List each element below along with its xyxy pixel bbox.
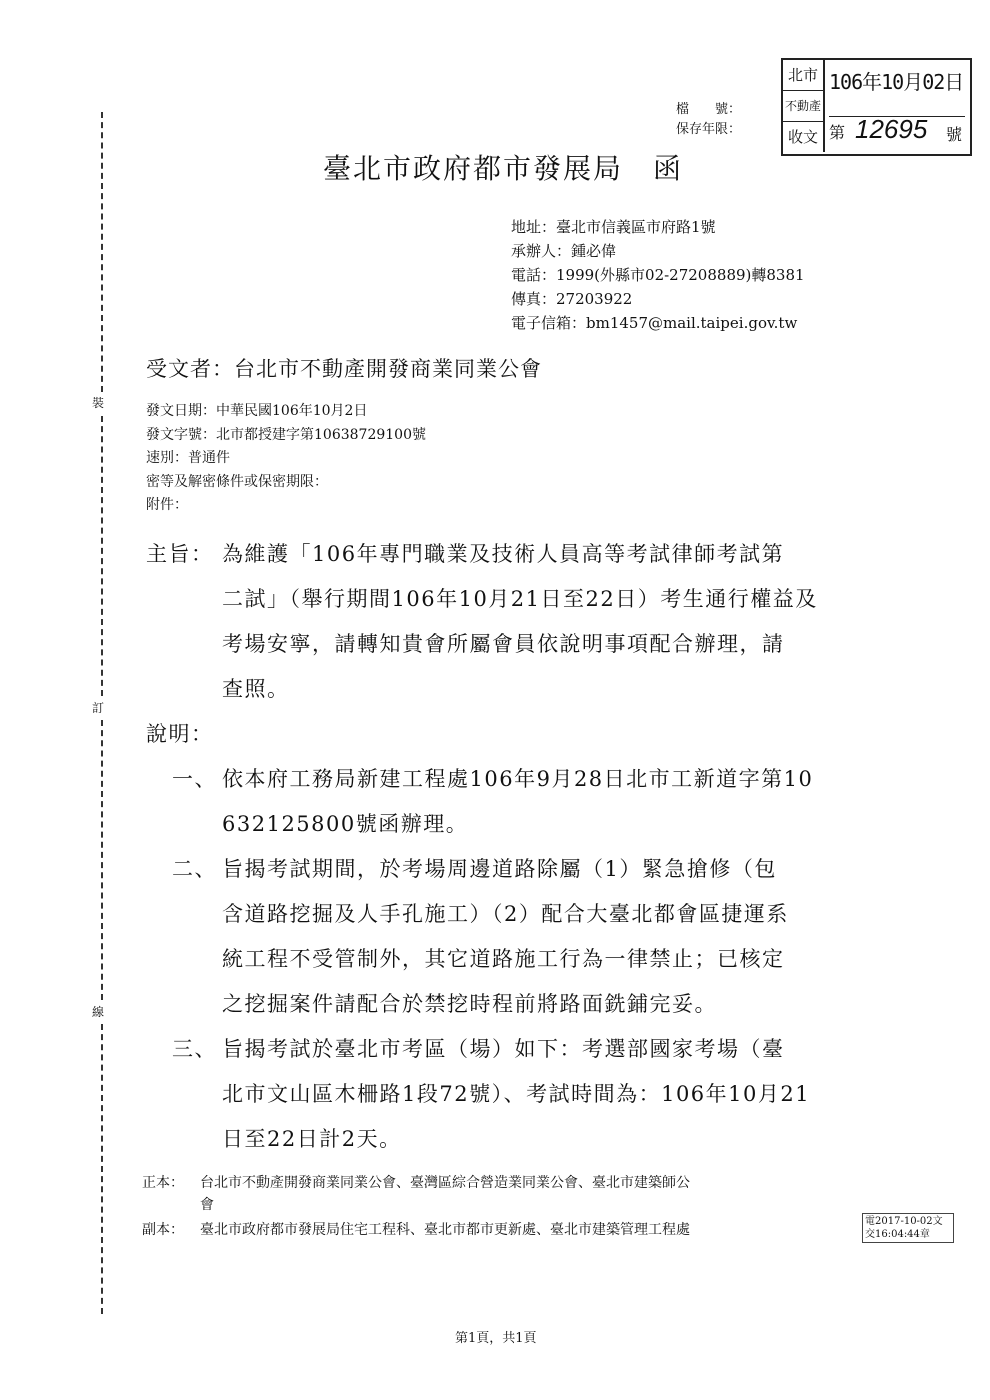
secondary-copy-label: 副本： [142,1222,184,1238]
subject-label: 主旨： [146,542,214,566]
attachments: 附件： [146,497,188,513]
recipient: 受文者：台北市不動產開發商業同業公會 [146,357,542,381]
stamp-org-line3: 收文 [783,122,825,152]
contact-handler: 承辦人：鍾必偉 [511,242,617,260]
secondary-copy-recipients: 臺北市政府都市發展局住宅工程科、臺北市都市更新處、臺北市建築管理工程處 [200,1222,690,1238]
binding-line-top [101,112,103,392]
stamp-org-line2: 不動產 [783,91,825,122]
subject-line: 查照。 [222,677,290,701]
exchange-stamp [862,1213,954,1243]
contact-email: 電子信箱：bm1457@mail.taipei.gov.tw [511,314,798,332]
contact-address: 地址：臺北市信義區市府路1號 [511,218,716,236]
binding-mark-xian: 線 [92,1001,104,1022]
subject-line: 考場安寧，請轉知貴會所屬會員依說明事項配合辦理，請 [222,632,785,656]
item-line: 之挖掘案件請配合於禁挖時程前將路面銑鋪完妥。 [222,992,717,1016]
receipt-stamp [781,58,972,156]
stamp-number: 12695 [855,114,928,144]
issue-date: 發文日期：中華民國106年10月2日 [146,403,368,419]
item-line: 日至22日計2天。 [222,1127,402,1151]
retention-label: 保存年限： [676,122,742,137]
stamp-date: 106年10月02日 [829,70,964,94]
subject-line: 為維護「106年專門職業及技術人員高等考試律師考試第 [222,542,785,566]
item-line: 統工程不受管制外，其它道路施工行為一律禁止；已核定 [222,947,785,971]
item-line: 632125800號函辦理。 [222,812,469,836]
stamp-org-line1: 北市 [783,60,825,91]
file-number-label: 檔 號： [676,102,742,117]
item-line: 北市文山區木柵路1段72號）、考試時間為：106年10月21 [222,1082,811,1106]
binding-line-lower [101,720,103,1000]
secrecy-level: 密等及解密條件或保密期限： [146,473,328,490]
item-line: 含道路挖掘及人手孔施工）（2）配合大臺北都會區捷運系 [222,902,789,926]
item-number: 三、 [172,1037,217,1061]
contact-block [511,215,805,335]
speed-class: 速別：普通件 [146,450,230,466]
explanation-label: 說明： [146,722,214,746]
item-number: 二、 [172,857,217,881]
subject-line: 二試」（舉行期間106年10月21日至22日）考生通行權益及 [222,587,818,611]
stamp-number-suffix: 號 [946,125,963,144]
binding-mark-ding: 訂 [92,697,104,718]
item-line: 依本府工務局新建工程處106年9月28日北市工新道字第10 [222,767,814,791]
stamp-number-prefix: 第 [829,123,846,142]
document-number: 發文字號：北市都授建字第10638729100號 [146,426,426,443]
contact-phone: 電話：1999(外縣市02-27208889)轉8381 [511,266,805,284]
primary-copy-label: 正本： [142,1175,184,1191]
exchange-stamp-line1: 電2017-10-02文 [865,1216,943,1227]
exchange-stamp-line2: 交16:04:44章 [865,1229,930,1240]
contact-fax: 傳真：27203922 [511,290,633,308]
binding-line-middle [101,416,103,696]
binding-mark-zhuang: 裝 [92,392,104,413]
page-number: 第1頁，共1頁 [455,1331,537,1346]
document-title: 臺北市政府都市發展局 函 [323,152,684,185]
primary-copy-recipients: 台北市不動產開發商業同業公會、臺灣區綜合營造業同業公會、臺北市建築師公 [200,1175,690,1191]
binding-line-bottom [101,1024,103,1314]
item-number: 一、 [172,767,217,791]
item-line: 旨揭考試於臺北市考區（場）如下：考選部國家考場（臺 [222,1037,785,1061]
meta-block [146,400,426,518]
primary-copy-recipients-cont: 會 [200,1197,214,1213]
item-line: 旨揭考試期間，於考場周邊道路除屬（1）緊急搶修（包 [222,857,777,881]
